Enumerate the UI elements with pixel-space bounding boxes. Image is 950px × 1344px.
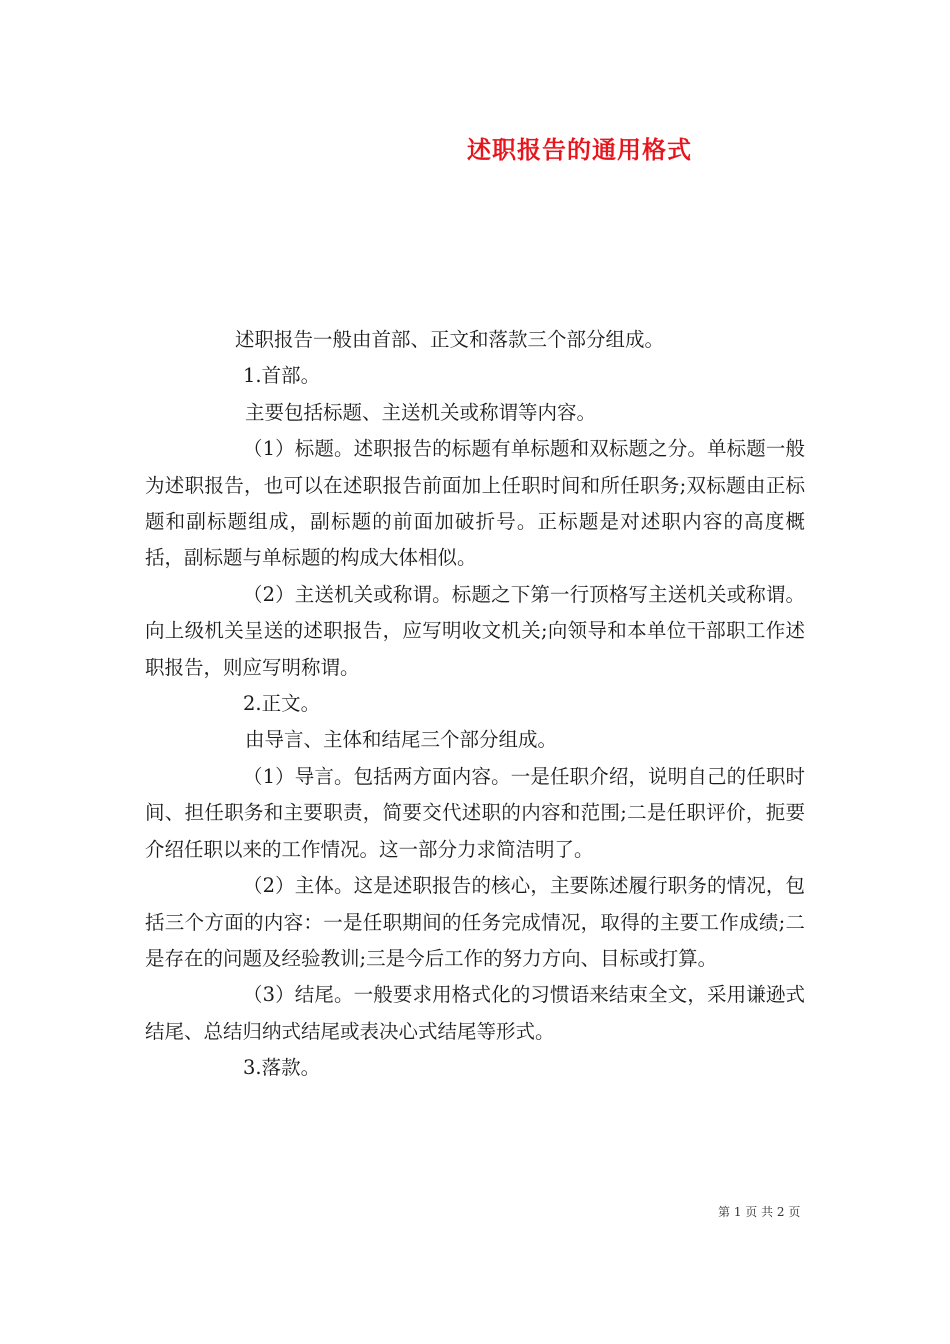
paragraph-header-summary: 主要包括标题、主送机关或称谓等内容。 bbox=[245, 400, 597, 424]
paragraph-introduction-item: （1）导言。包括两方面内容。一是任职介绍，说明自己的任职时间、担任职务和主要职责，简要交代述职的内容和范围;二是任职评价，扼要介绍任职以来的工作情况。这一部分力求简洁明了。 bbox=[145, 764, 805, 861]
paragraph-body-summary: 由导言、主体和结尾三个部分组成。 bbox=[245, 728, 558, 752]
document-title: 述职报告的通用格式 bbox=[467, 135, 692, 164]
paragraph-main-item: （2）主体。这是述职报告的核心，主要陈述履行职务的情况，包括三个方面的内容：一是任职期间的任务完成情况，取得的主要工作成绩;二是存在的问题及经验教训;三是今后工作的努力方向、目标或打算。 bbox=[145, 874, 805, 970]
paragraph-title-item: （1）标题。述职报告的标题有单标题和双标题之分。单标题一般为述职报告，也可以在述职报告前面加上任职时间和所任职务;双标题由正标题和副标题组成，副标题的前面加破折号。正标题是对述职内容的高度概括，副标题与单标题的构成大体相似。 bbox=[145, 437, 805, 570]
section-heading-signature: 3.落款。 bbox=[243, 1056, 321, 1080]
page-number: 第 1 页 共 2 页 bbox=[718, 1205, 801, 1219]
document-body bbox=[145, 322, 805, 1087]
section-heading-header: 1.首部。 bbox=[243, 364, 321, 388]
paragraph-recipient-item: （2）主送机关或称谓。标题之下第一行顶格写主送机关或称谓。向上级机关呈送的述职报告，应写明收文机关;向领导和本单位干部职工作述职报告，则应写明称谓。 bbox=[145, 582, 805, 679]
section-heading-body: 2.正文。 bbox=[243, 692, 321, 716]
paragraph-ending-item: （3）结尾。一般要求用格式化的习惯语来结束全文，采用谦逊式结尾、总结归纳式结尾或表决心式结尾等形式。 bbox=[145, 983, 805, 1043]
paragraph-intro: 述职报告一般由首部、正文和落款三个部分组成。 bbox=[235, 328, 665, 351]
